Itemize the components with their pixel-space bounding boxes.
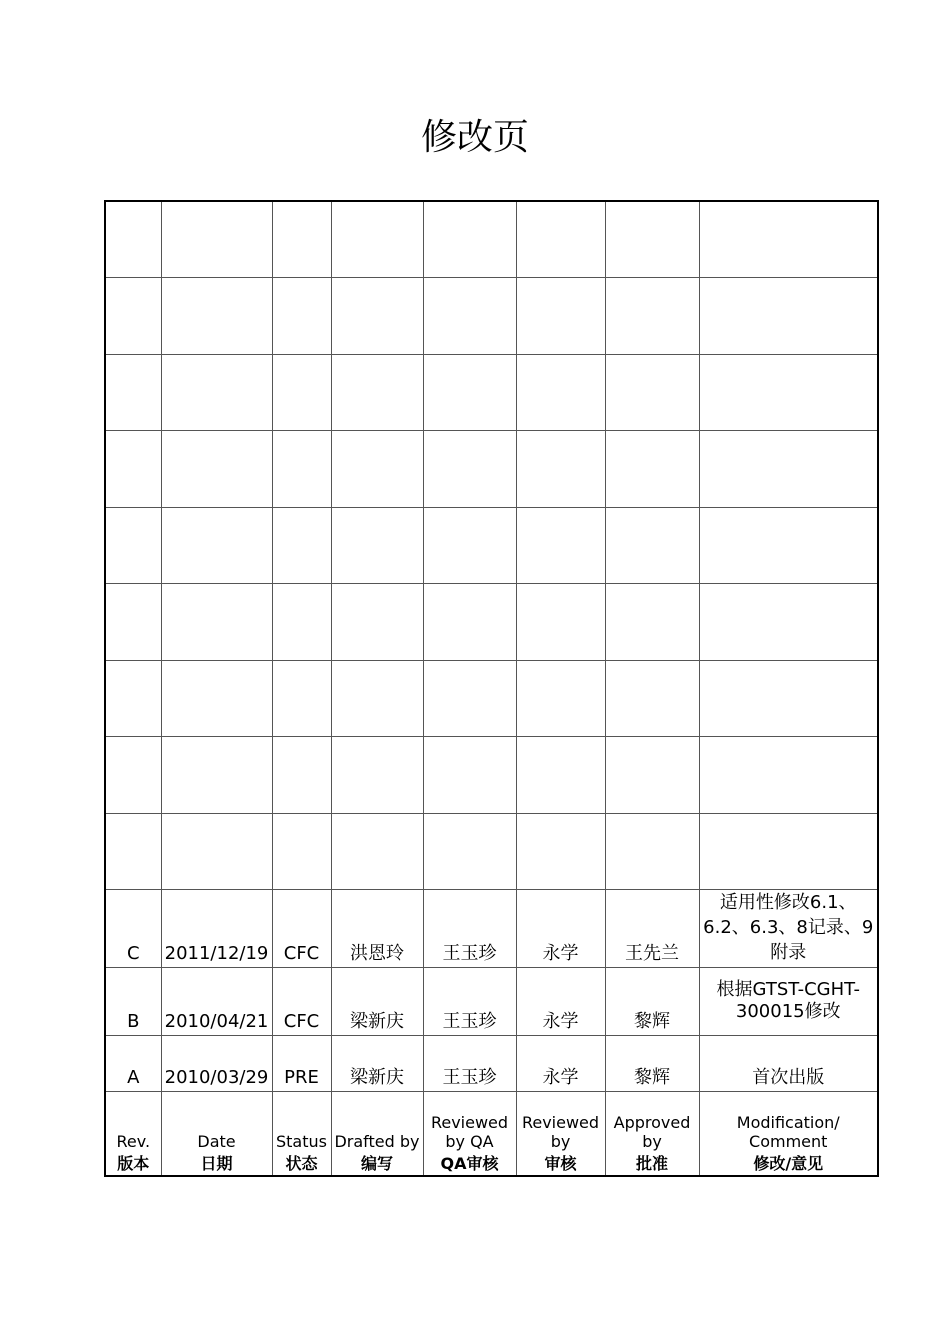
header-status-cn: 状态: [285, 1153, 318, 1173]
header-reviewed-qa-en: Reviewed by QA: [430, 1112, 509, 1151]
empty-row: [105, 507, 878, 584]
empty-row: [105, 813, 878, 890]
reviewed-qa-cell: 王玉珍: [423, 1036, 516, 1092]
empty-row: [105, 660, 878, 737]
header-approved: [605, 1092, 699, 1176]
reviewed-qa-cell: 王玉珍: [423, 968, 516, 1036]
date-cell: 2010/04/21: [161, 968, 272, 1036]
reviewed-cell: 永学: [516, 1036, 605, 1092]
header-drafted: [331, 1092, 423, 1176]
header-approved-cn: 批准: [635, 1153, 668, 1173]
approved-cell: 黎辉: [605, 968, 699, 1036]
drafted-cell: 洪恩玲: [331, 890, 423, 968]
date-cell: 2011/12/19: [161, 890, 272, 968]
header-reviewed-qa: [423, 1092, 516, 1176]
reviewed-qa-cell: 王玉珍: [423, 890, 516, 968]
empty-row: [105, 431, 878, 508]
empty-row: [105, 278, 878, 355]
approved-cell: 黎辉: [605, 1036, 699, 1092]
empty-row: [105, 584, 878, 661]
header-reviewed-cn: 审核: [544, 1153, 577, 1173]
comment-cell: 根据GTST-CGHT-300015修改: [699, 968, 878, 1036]
revision-row-a: [105, 1036, 878, 1092]
header-date-cn: 日期: [200, 1153, 233, 1173]
header-reviewed: [516, 1092, 605, 1176]
header-rev-cn: 版本: [117, 1153, 150, 1173]
revision-row-c: [105, 890, 878, 968]
date-cell: 2010/03/29: [161, 1036, 272, 1092]
drafted-cell: 梁新庆: [331, 1036, 423, 1092]
drafted-cell: 梁新庆: [331, 968, 423, 1036]
header-row: [105, 1092, 878, 1176]
rev-cell: B: [105, 968, 161, 1036]
header-status: [272, 1092, 331, 1176]
reviewed-cell: 永学: [516, 968, 605, 1036]
header-drafted-cn: 编写: [360, 1153, 393, 1173]
status-cell: CFC: [272, 968, 331, 1036]
comment-cell: 适用性修改6.1、6.2、6.3、8记录、9附录: [699, 890, 878, 968]
header-date-en: Date: [197, 1131, 236, 1151]
status-cell: CFC: [272, 890, 331, 968]
revision-row-b: [105, 968, 878, 1036]
header-rev-en: Rev.: [116, 1131, 151, 1151]
rev-cell: A: [105, 1036, 161, 1092]
page-title: 修改页: [420, 117, 529, 158]
header-reviewed-en: Reviewed by: [521, 1112, 600, 1151]
header-status-en: Status: [276, 1131, 327, 1151]
header-comment-en: Modification/ Comment: [736, 1112, 840, 1151]
approved-cell: 王先兰: [605, 890, 699, 968]
revision-table: [104, 200, 879, 1177]
header-comment-cn: 修改/意见: [753, 1153, 824, 1173]
header-reviewed-qa-cn: QA审核: [440, 1153, 499, 1173]
reviewed-cell: 永学: [516, 890, 605, 968]
empty-row: [105, 737, 878, 814]
header-drafted-en: Drafted by: [334, 1131, 420, 1151]
rev-cell: C: [105, 890, 161, 968]
header-rev: [105, 1092, 161, 1176]
status-cell: PRE: [272, 1036, 331, 1092]
comment-cell: 首次出版: [699, 1036, 878, 1092]
empty-row: [105, 201, 878, 278]
empty-row: [105, 354, 878, 431]
header-approved-en: Approved by: [613, 1112, 691, 1151]
header-date: [161, 1092, 272, 1176]
header-comment: [699, 1092, 878, 1176]
